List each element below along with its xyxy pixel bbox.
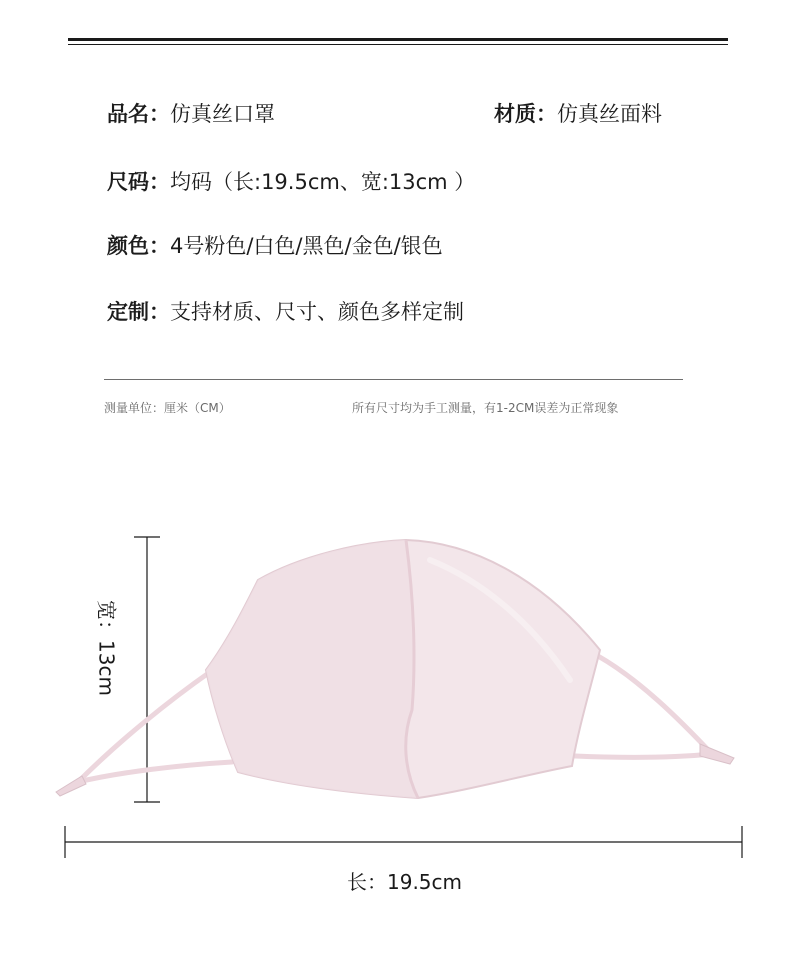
length-dimension-line	[65, 826, 742, 858]
spec-size-label: 尺码：	[107, 170, 170, 194]
strap-tip-right	[700, 744, 734, 764]
mask-left-panel	[206, 540, 418, 798]
spec-custom-label: 定制：	[107, 300, 170, 324]
spec-color-value: 4号粉色/白色/黑色/金色/银色	[170, 234, 443, 258]
unit-note: 测量单位：厘米（CM）	[104, 401, 231, 415]
width-dimension-label	[86, 588, 130, 708]
strap-tip-left	[56, 776, 86, 796]
spec-material-value: 仿真丝面料	[557, 102, 662, 126]
length-dimension-label: 长：19.5cm	[347, 870, 463, 894]
spec-custom-value: 支持材质、尺寸、颜色多样定制	[170, 300, 464, 324]
width-dimension-text: 宽：13cm	[94, 600, 119, 696]
tolerance-note: 所有尺寸均为手工测量，有1-2CM误差为正常现象	[352, 401, 619, 415]
spec-name-label: 品名：	[107, 102, 170, 126]
spec-color-label: 颜色：	[107, 234, 170, 258]
spec-name-value: 仿真丝口罩	[170, 102, 275, 126]
spec-size-value: 均码（长:19.5cm、宽:13cm ）	[170, 170, 476, 194]
height-dimension-line	[134, 537, 160, 802]
spec-material-label: 材质：	[494, 102, 557, 126]
